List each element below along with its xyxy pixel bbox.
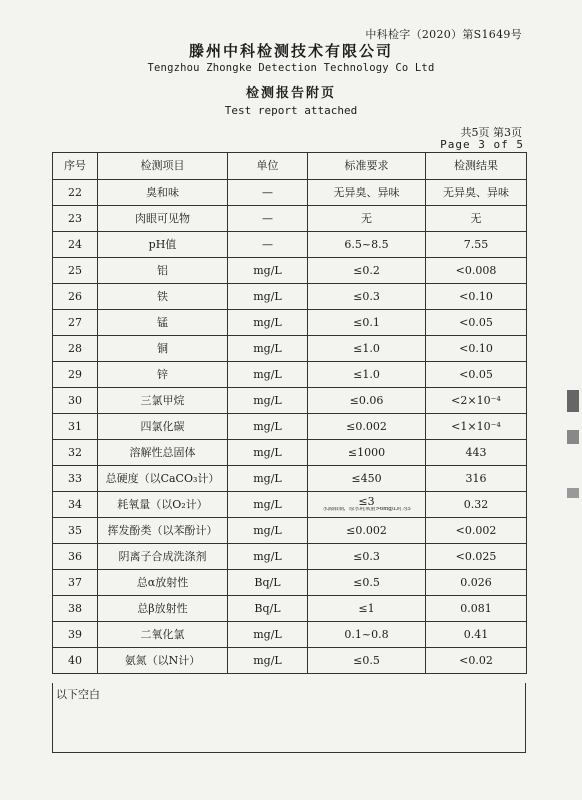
table-row — [53, 544, 527, 570]
row-number: 30 — [53, 388, 98, 414]
page-counter-en: Page 3 of 5 — [440, 138, 524, 151]
row-number: 23 — [53, 206, 98, 232]
test-item: 锌 — [98, 362, 228, 388]
test-result: <0.10 — [426, 336, 527, 362]
test-item: 臭和味 — [98, 180, 228, 206]
test-item: 铜 — [98, 336, 228, 362]
test-result: 0.081 — [426, 596, 527, 622]
page-title: 检测报告附页 — [245, 86, 336, 101]
unit: mg/L — [228, 284, 308, 310]
company-name-en: Tengzhou Zhongke Detection Technology Co Ltd — [147, 62, 435, 74]
test-item: 锰 — [98, 310, 228, 336]
row-number: 37 — [53, 570, 98, 596]
standard-requirement: ≤1 — [308, 596, 426, 622]
row-number: 39 — [53, 622, 98, 648]
unit: — — [228, 232, 308, 258]
table-row — [53, 622, 527, 648]
column-header-standard: 标准要求 — [308, 153, 426, 180]
test-result: 0.32 — [426, 492, 527, 518]
test-result: <0.002 — [426, 518, 527, 544]
table-row — [53, 336, 527, 362]
unit: — — [228, 206, 308, 232]
unit: — — [228, 180, 308, 206]
test-item: 四氯化碳 — [98, 414, 228, 440]
page-title-en: Test report attached — [224, 104, 358, 117]
standard-requirement: ≤1000 — [308, 440, 426, 466]
test-result: 无 — [426, 206, 527, 232]
unit: mg/L — [228, 440, 308, 466]
edge-stamp-mark — [567, 390, 579, 412]
unit: Bq/L — [228, 570, 308, 596]
row-number: 40 — [53, 648, 98, 674]
unit: mg/L — [228, 414, 308, 440]
unit: Bq/L — [228, 596, 308, 622]
row-number: 31 — [53, 414, 98, 440]
standard-note: 水源限制，原水耗氧量>6mg/L时为5 — [322, 507, 411, 513]
standard-requirement: 无异臭、异味 — [308, 180, 426, 206]
test-result: <0.025 — [426, 544, 527, 570]
row-number: 36 — [53, 544, 98, 570]
test-result: <0.10 — [426, 284, 527, 310]
test-result: 316 — [426, 466, 527, 492]
row-number: 25 — [53, 258, 98, 284]
standard-requirement: 6.5~8.5 — [308, 232, 426, 258]
test-result: 443 — [426, 440, 527, 466]
standard-requirement: ≤0.5 — [308, 648, 426, 674]
test-item: 耗氧量（以O₂计） — [98, 492, 228, 518]
unit: mg/L — [228, 518, 308, 544]
company-name: 滕州中科检测技术有限公司 — [188, 42, 393, 60]
test-item: 挥发酚类（以苯酚计） — [98, 518, 228, 544]
test-result: <0.02 — [426, 648, 527, 674]
table-row — [53, 258, 527, 284]
test-result: 7.55 — [426, 232, 527, 258]
test-item: 二氧化氯 — [98, 622, 228, 648]
table-row — [53, 284, 527, 310]
table-row — [53, 414, 527, 440]
standard-requirement: 无 — [308, 206, 426, 232]
test-item: 铝 — [98, 258, 228, 284]
table-row — [53, 206, 527, 232]
edge-stamp-mark — [567, 488, 579, 498]
table-row — [53, 648, 527, 674]
column-header-result: 检测结果 — [426, 153, 527, 180]
unit: mg/L — [228, 388, 308, 414]
test-item: 氨氮（以N计） — [98, 648, 228, 674]
table-row — [53, 310, 527, 336]
unit: mg/L — [228, 310, 308, 336]
blank-area — [52, 683, 526, 753]
standard-requirement: ≤0.5 — [308, 570, 426, 596]
table-row — [53, 570, 527, 596]
row-number: 38 — [53, 596, 98, 622]
standard-requirement: ≤0.002 — [308, 414, 426, 440]
table-row — [53, 362, 527, 388]
standard-requirement: ≤0.1 — [308, 310, 426, 336]
results-table — [52, 152, 527, 674]
standard-requirement: ≤0.002 — [308, 518, 426, 544]
unit: mg/L — [228, 258, 308, 284]
test-item: 铁 — [98, 284, 228, 310]
table-row — [53, 492, 527, 518]
unit: mg/L — [228, 622, 308, 648]
row-number: 28 — [53, 336, 98, 362]
table-row — [53, 596, 527, 622]
test-result: <0.008 — [426, 258, 527, 284]
row-number: 33 — [53, 466, 98, 492]
test-result: 0.026 — [426, 570, 527, 596]
table-row — [53, 518, 527, 544]
standard-requirement: ≤1.0 — [308, 362, 426, 388]
unit: mg/L — [228, 544, 308, 570]
standard-requirement — [308, 492, 426, 518]
row-number: 34 — [53, 492, 98, 518]
page-counter: 共5页 第3页 — [460, 126, 522, 139]
test-item: 溶解性总固体 — [98, 440, 228, 466]
test-item: 肉眼可见物 — [98, 206, 228, 232]
unit: mg/L — [228, 492, 308, 518]
row-number: 29 — [53, 362, 98, 388]
test-result: 无异臭、异味 — [426, 180, 527, 206]
standard-requirement: ≤0.2 — [308, 258, 426, 284]
standard-requirement: 0.1~0.8 — [308, 622, 426, 648]
unit: mg/L — [228, 362, 308, 388]
unit: mg/L — [228, 336, 308, 362]
test-result: <0.05 — [426, 310, 527, 336]
standard-requirement: ≤0.3 — [308, 544, 426, 570]
edge-stamp-mark — [567, 430, 579, 444]
blank-below-note: 以下空白 — [56, 688, 100, 701]
table-row — [53, 232, 527, 258]
unit: mg/L — [228, 466, 308, 492]
row-number: 24 — [53, 232, 98, 258]
standard-requirement: ≤0.3 — [308, 284, 426, 310]
row-number: 32 — [53, 440, 98, 466]
test-item: 总硬度（以CaCO₃计） — [98, 466, 228, 492]
test-item: 总α放射性 — [98, 570, 228, 596]
table-row — [53, 180, 527, 206]
test-result: 0.41 — [426, 622, 527, 648]
test-result: <0.05 — [426, 362, 527, 388]
standard-requirement: ≤450 — [308, 466, 426, 492]
test-item: 总β放射性 — [98, 596, 228, 622]
row-number: 26 — [53, 284, 98, 310]
row-number: 27 — [53, 310, 98, 336]
test-result: <1×10⁻⁴ — [426, 414, 527, 440]
column-header-no: 序号 — [53, 153, 98, 180]
standard-requirement: ≤0.06 — [308, 388, 426, 414]
table-row — [53, 466, 527, 492]
document-number: 中科检字（2020）第S1649号 — [365, 28, 522, 41]
test-item: pH值 — [98, 232, 228, 258]
row-number: 35 — [53, 518, 98, 544]
standard-value: ≤3 — [358, 494, 375, 508]
standard-requirement: ≤1.0 — [308, 336, 426, 362]
test-item: 三氯甲烷 — [98, 388, 228, 414]
table-row — [53, 388, 527, 414]
unit: mg/L — [228, 648, 308, 674]
column-header-unit: 单位 — [228, 153, 308, 180]
table-header-row — [53, 153, 527, 180]
table-row — [53, 440, 527, 466]
test-item: 阴离子合成洗涤剂 — [98, 544, 228, 570]
column-header-item: 检测项目 — [98, 153, 228, 180]
row-number: 22 — [53, 180, 98, 206]
test-result: <2×10⁻⁴ — [426, 388, 527, 414]
